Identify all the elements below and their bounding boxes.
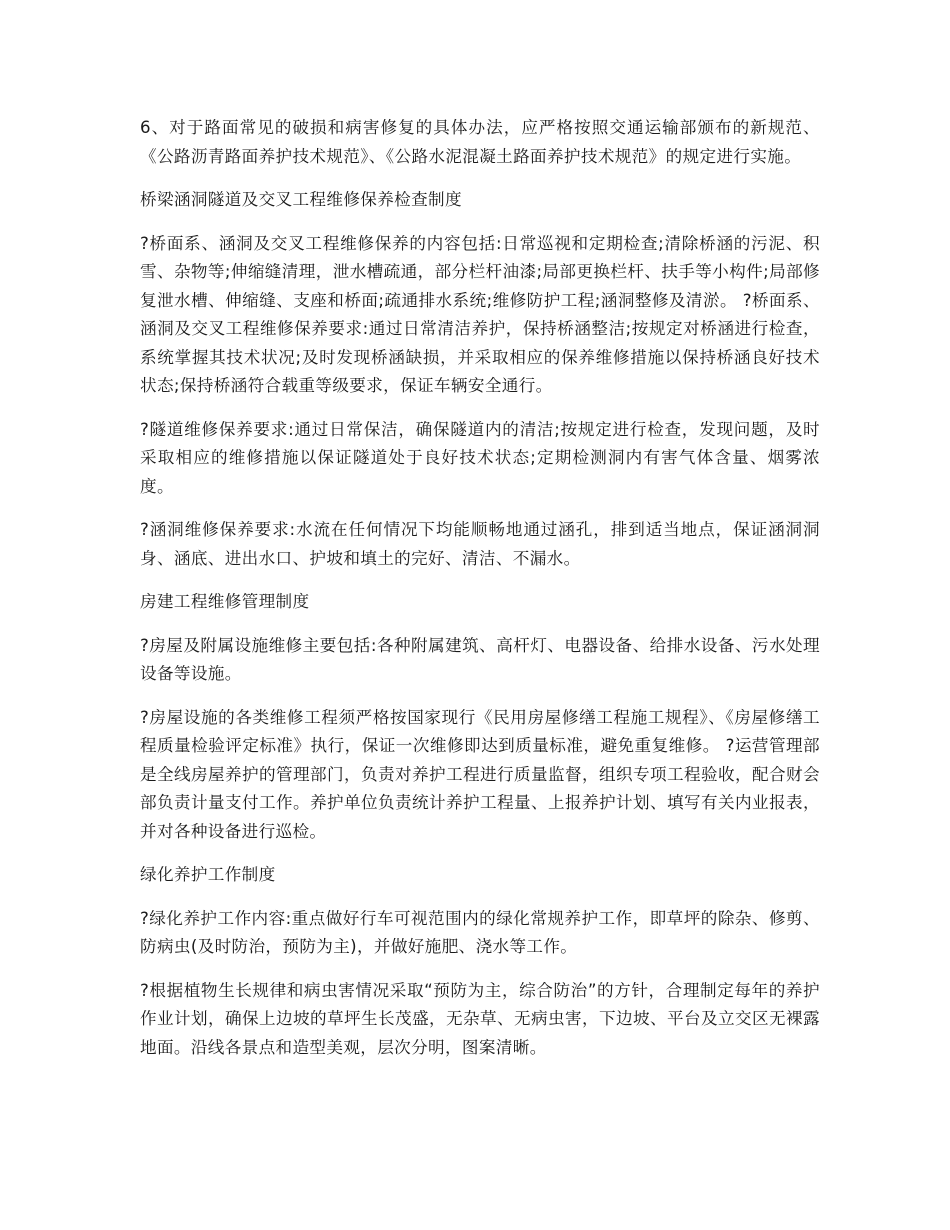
paragraph-culvert-maintenance: ?涵洞维修保养要求:水流在任何情况下均能顺畅地通过涵孔，排到适当地点，保证涵洞洞身、涵底、进出水口、护坡和填土的完好、清洁、不漏水。 — [140, 520, 820, 568]
paragraph-greening-content: ?绿化养护工作内容:重点做好行车可视范围内的绿化常规养护工作，即草坪的除杂、修剪、防病虫(及时防治，预防为主)，并做好施肥、浇水等工作。 — [140, 908, 820, 956]
paragraph-greening-policy: ?根据植物生长规律和病虫害情况采取“预防为主，综合防治”的方针，合理制定每年的养护作业计划，确保上边坡的草坪生长茂盛，无杂草、无病虫害，下边坡、平台及立交区无裸露地面。沿线各景点和造型美观，层次分明，图案清晰。 — [140, 980, 820, 1057]
section-heading-bridge-tunnel: 桥梁涵洞隧道及交叉工程维修保养检查制度 — [140, 190, 462, 209]
section-heading-greening: 绿化养护工作制度 — [140, 865, 276, 884]
paragraph-building-standards: ?房屋设施的各类维修工程须严格按国家现行《民用房屋修缮工程施工规程》、《房屋修缮工程质量检验评定标准》执行，保证一次维修即达到质量标准，避免重复维修。 ?运营管理部是全线房屋养护的管理部门，负责对养护工程进行质量监督，组织专项工程验收，配合财会部负责计量支付工作。养护单位负责统计养护工程量、上报养护计划、填写有关内业报表，并对各种设备进行巡检。 — [140, 707, 820, 841]
paragraph-tunnel-maintenance: ?隧道维修保养要求:通过日常保洁，确保隧道内的清洁;按规定进行检查，发现问题，及时采取相应的维修措施以保证隧道处于良好技术状态;定期检测洞内有害气体含量、烟雾浓度。 — [140, 419, 820, 496]
section-heading-building: 房建工程维修管理制度 — [140, 592, 310, 611]
document-page — [140, 114, 820, 1077]
paragraph-building-scope: ?房屋及附属设施维修主要包括:各种附属建筑、高杆灯、电器设备、给排水设备、污水处理设备等设施。 — [140, 635, 820, 683]
paragraph-bridge-maintenance: ?桥面系、涵洞及交叉工程维修保养的内容包括:日常巡视和定期检查;清除桥涵的污泥、积雪、杂物等;伸缩缝清理，泄水槽疏通，部分栏杆油漆;局部更换栏杆、扶手等小构件;局部修复泄水槽、伸缩缝、支座和桥面;疏通排水系统;维修防护工程;涵洞整修及清淤。 ?桥面系、涵洞及交叉工程维修保养要求:通过日常清洁养护，保持桥涵整洁;按规定对桥涵进行检查，系统掌握其技术状况;及时发现桥涵缺损，并采取相应的保养维修措施以保持桥涵良好技术状态;保持桥涵符合载重等级要求，保证车辆安全通行。 — [140, 233, 820, 395]
paragraph-road-repair: 6、对于路面常见的破损和病害修复的具体办法，应严格按照交通运输部颁布的新规范、《公路沥青路面养护技术规范》、《公路水泥混凝土路面养护技术规范》的规定进行实施。 — [140, 118, 820, 166]
